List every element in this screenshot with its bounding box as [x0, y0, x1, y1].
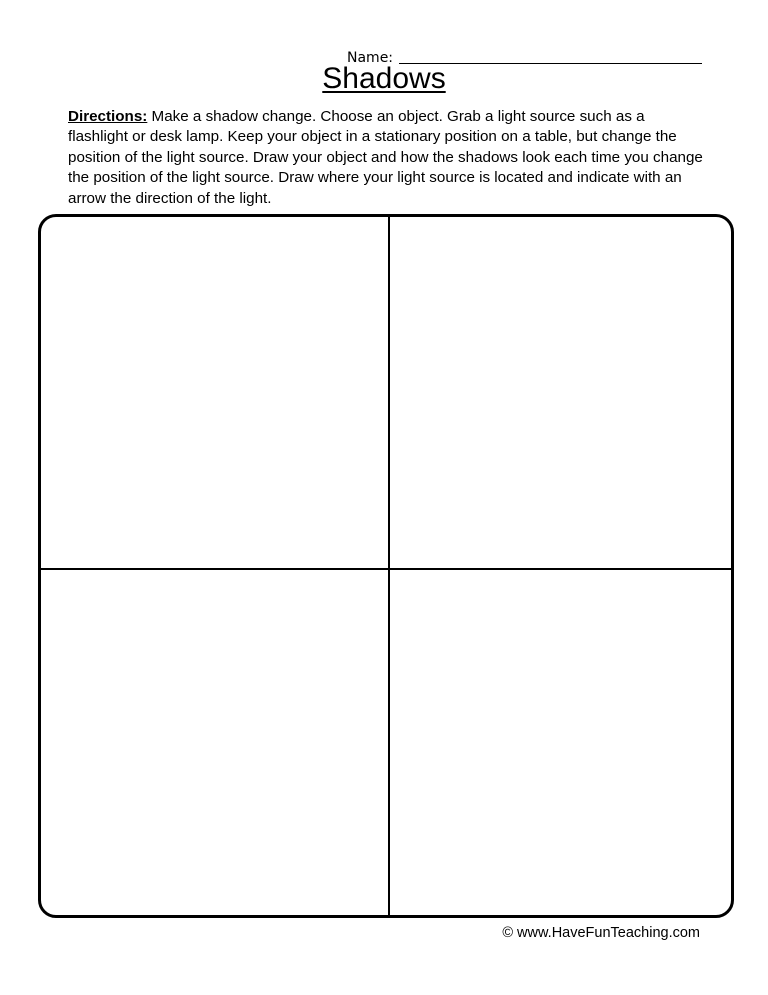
page-title: Shadows [322, 62, 446, 95]
directions-paragraph [68, 107, 708, 209]
drawing-panel-bottom-left[interactable] [41, 570, 388, 915]
name-label: Name: [347, 50, 394, 66]
drawing-panel-top-right[interactable] [390, 217, 731, 568]
drawing-panel-top-left[interactable] [41, 217, 388, 568]
horizontal-divider [41, 568, 731, 570]
drawing-area [38, 214, 734, 918]
vertical-divider [388, 217, 390, 915]
directions-text: Make a shadow change. Choose an object. Grab a light source such as a flashlight or desk lamp. Keep your object in a stationary position on a table, but change the position of the light source. Draw your object and how the shadows look each time you change the position of the light source. Draw where your light source is located and indicate with an arrow the direction of the light. [68, 108, 703, 207]
copyright-footer: © www.HaveFunTeaching.com [502, 925, 700, 941]
drawing-panel-bottom-right[interactable] [390, 570, 731, 915]
directions-label: Directions: [68, 108, 148, 125]
